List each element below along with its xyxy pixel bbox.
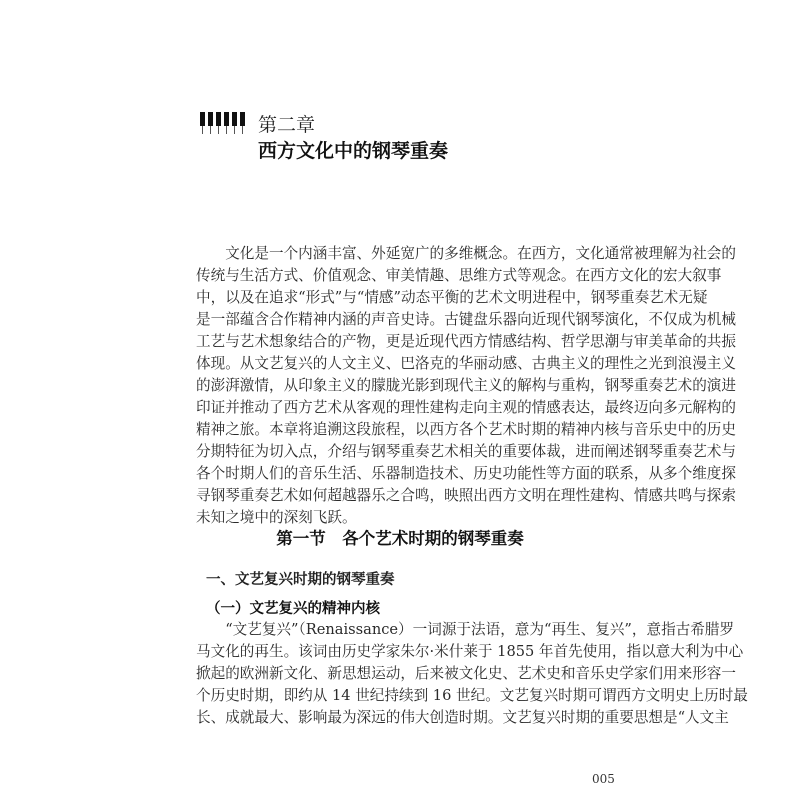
subsubsection-heading: （一）文艺复兴的精神内核	[206, 600, 380, 617]
page-number: 005	[592, 772, 615, 786]
text-line: 长、成就最大、影响最为深远的伟大创造时期。文艺复兴时期的重要思想是“人文主	[196, 709, 729, 726]
chapter-number: 第二章	[258, 114, 316, 136]
text-line: 掀起的欧洲新文化、新思想运动，后来被文化史、艺术史和音乐史学家们用来形容一	[196, 665, 736, 682]
subsection-heading: 一、文艺复兴时期的钢琴重奏	[206, 572, 395, 588]
text-line: 寻钢琴重奏艺术如何超越器乐之合鸣，映照出西方文明在理性建构、情感共鸣与探索	[196, 487, 736, 504]
piano-keys-icon	[200, 112, 248, 134]
text-line: 是一部蕴含合作精神内涵的声音史诗。古键盘乐器向近现代钢琴演化，不仅成为机械	[196, 311, 736, 328]
text-line: 工艺与艺术想象结合的产物，更是近现代西方情感结构、哲学思潮与审美革命的共振	[196, 333, 736, 350]
text-line: 精神之旅。本章将追溯这段旅程，以西方各个艺术时期的精神内核与音乐史中的历史	[196, 421, 736, 438]
text-line: 传统与生活方式、价值观念、审美情趣、思维方式等观念。在西方文化的宏大叙事	[196, 267, 722, 284]
section-title: 第一节 各个艺术时期的钢琴重奏	[276, 529, 524, 548]
text-line: 印证并推动了西方艺术从客观的理性建构走向主观的情感表达，最终迈向多元解构的	[196, 399, 736, 416]
text-line: 未知之境中的深刻飞跃。	[196, 509, 357, 526]
text-line: 个历史时期，即约从 14 世纪持续到 16 世纪。文艺复兴时期可谓西方文明史上历时最	[196, 687, 748, 704]
text-line: 体现。从文艺复兴的人文主义、巴洛克的华丽动感、古典主义的理性之光到浪漫主义	[196, 355, 736, 372]
text-line: 文化是一个内涵丰富、外延宽广的多维概念。在西方，文化通常被理解为社会的	[196, 245, 736, 262]
text-line: “文艺复兴”（Renaissance）一词源于法语，意为“再生、复兴”，意指古希腊罗	[196, 621, 735, 638]
text-line: 的澎湃激情，从印象主义的朦胧光影到现代主义的解构与重构，钢琴重奏艺术的演进	[196, 377, 736, 394]
text-line: 中，以及在追求“形式”与“情感”动态平衡的艺术文明进程中，钢琴重奏艺术无疑	[196, 289, 708, 306]
chapter-title: 西方文化中的钢琴重奏	[258, 140, 449, 162]
text-line: 各个时期人们的音乐生活、乐器制造技术、历史功能性等方面的联系，从多个维度探	[196, 465, 736, 482]
text-line: 马文化的再生。该词由历史学家朱尔·米什莱于 1855 年首先使用，指以意大利为中心	[196, 643, 744, 660]
text-line: 分期特征为切入点，介绍与钢琴重奏艺术相关的重要体裁，进而阐述钢琴重奏艺术与	[196, 443, 736, 460]
